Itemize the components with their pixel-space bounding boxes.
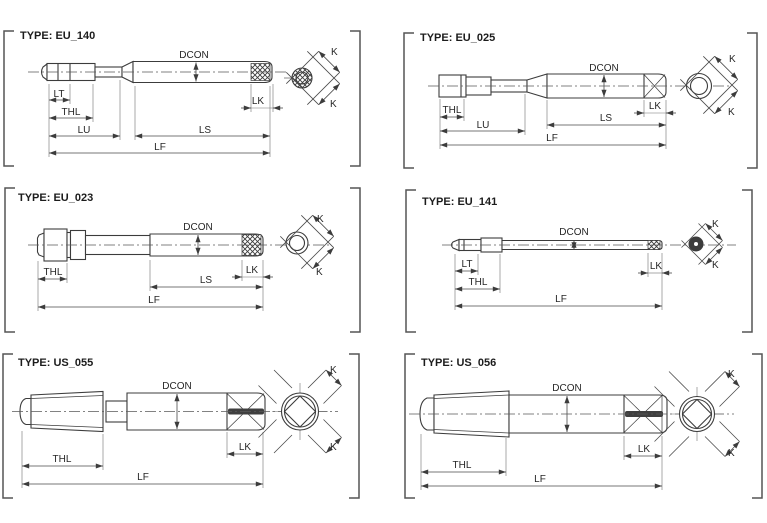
dim-label-dcon: DCON [183, 222, 213, 233]
dim-label-dcon: DCON [559, 227, 589, 238]
dim-label-thl: THL [468, 277, 488, 288]
dim-label-thl: THL [43, 267, 63, 278]
dimension-lines [455, 253, 672, 310]
frame-bracket-right [350, 188, 360, 332]
frame-brackets [406, 190, 752, 332]
frame-brackets [404, 33, 757, 168]
frame-bracket-left [405, 354, 415, 498]
dim-label-lf: LF [546, 133, 558, 144]
dim-label-lf: LF [154, 142, 166, 153]
dim-label-k-bottom: K [712, 260, 719, 271]
dim-label-lk: LK [245, 265, 259, 276]
dim-label-thl: THL [61, 107, 81, 118]
dimension-lines [38, 260, 273, 311]
tap-side-view [28, 222, 330, 261]
tap-end-view [280, 214, 333, 278]
end-view-circle [680, 397, 715, 432]
panel-title: TYPE: EU_023 [18, 192, 94, 204]
dim-label-lf: LF [137, 472, 149, 483]
panel-eu-023 [0, 174, 383, 349]
dim-label-k-bottom: K [728, 448, 735, 459]
dim-label-thl: THL [442, 105, 462, 116]
frame-bracket-right [350, 31, 360, 166]
tap-end-view [284, 47, 340, 110]
frame-bracket-right [349, 354, 359, 498]
tap-end-view [680, 54, 737, 118]
dim-label-k-top: K [330, 365, 337, 376]
dim-label-dcon: DCON [179, 50, 209, 61]
dim-label-lf: LF [555, 294, 567, 305]
dim-label-k-bottom: K [330, 442, 337, 453]
dim-label-dcon: DCON [552, 383, 582, 394]
panel-title: TYPE: US_055 [18, 357, 94, 369]
dim-label-k-top: K [712, 219, 719, 230]
dim-label-ls: LS [199, 275, 213, 286]
dim-label-lu: LU [476, 120, 490, 131]
dim-label-ls: LS [198, 125, 212, 136]
dim-label-lk: LK [238, 442, 252, 453]
dimension-lines [421, 434, 662, 490]
dim-label-dcon: DCON [589, 63, 619, 74]
dim-label-lk: LK [649, 261, 663, 272]
frame-bracket-left [3, 354, 13, 498]
end-view-circle [282, 393, 319, 430]
panel-us-055 [0, 348, 383, 523]
tap-side-view [28, 50, 288, 83]
dim-label-lu: LU [77, 125, 91, 136]
frame-bracket-left [406, 190, 416, 332]
panel-title: TYPE: EU_141 [422, 196, 498, 208]
dim-label-lt: LT [461, 259, 473, 270]
frame-bracket-right [752, 354, 762, 498]
panel-title: TYPE: EU_140 [20, 30, 96, 42]
panel-title: TYPE: EU_025 [420, 32, 496, 44]
dim-label-lk: LK [637, 444, 651, 455]
frame-bracket-right [747, 33, 757, 168]
dimension-lines [22, 431, 263, 488]
end-view-circle [292, 68, 312, 88]
dim-label-k-top: K [317, 214, 324, 225]
dim-label-k-bottom: K [316, 267, 323, 278]
dim-label-dcon: DCON [162, 381, 192, 392]
dim-label-ls: LS [599, 113, 613, 124]
frame-bracket-left [5, 188, 15, 332]
frame-bracket-left [4, 31, 14, 166]
frame-bracket-right [742, 190, 752, 332]
dim-label-lk: LK [251, 96, 265, 107]
panel-eu-025 [384, 0, 767, 175]
tap-side-view [428, 63, 732, 98]
dimension-lines [440, 94, 676, 149]
dim-label-thl: THL [452, 460, 472, 471]
dim-label-lf: LF [148, 295, 160, 306]
dim-label-lk: LK [648, 101, 662, 112]
dim-label-lt: LT [53, 89, 65, 100]
dim-label-k-top: K [728, 369, 735, 380]
dim-label-k-bottom: K [330, 99, 337, 110]
dim-label-thl: THL [52, 454, 72, 465]
dim-label-k-top: K [729, 54, 736, 65]
panel-eu-140 [0, 0, 383, 175]
tap-end-view [259, 365, 342, 453]
dim-label-k-top: K [331, 47, 338, 58]
frame-bracket-left [404, 33, 414, 168]
dim-label-k-bottom: K [728, 107, 735, 118]
panel-eu-141 [384, 174, 767, 349]
panel-title: TYPE: US_056 [421, 357, 497, 369]
panel-us-056 [384, 348, 767, 523]
dim-label-lf: LF [534, 474, 546, 485]
dimension-lines [49, 80, 283, 157]
